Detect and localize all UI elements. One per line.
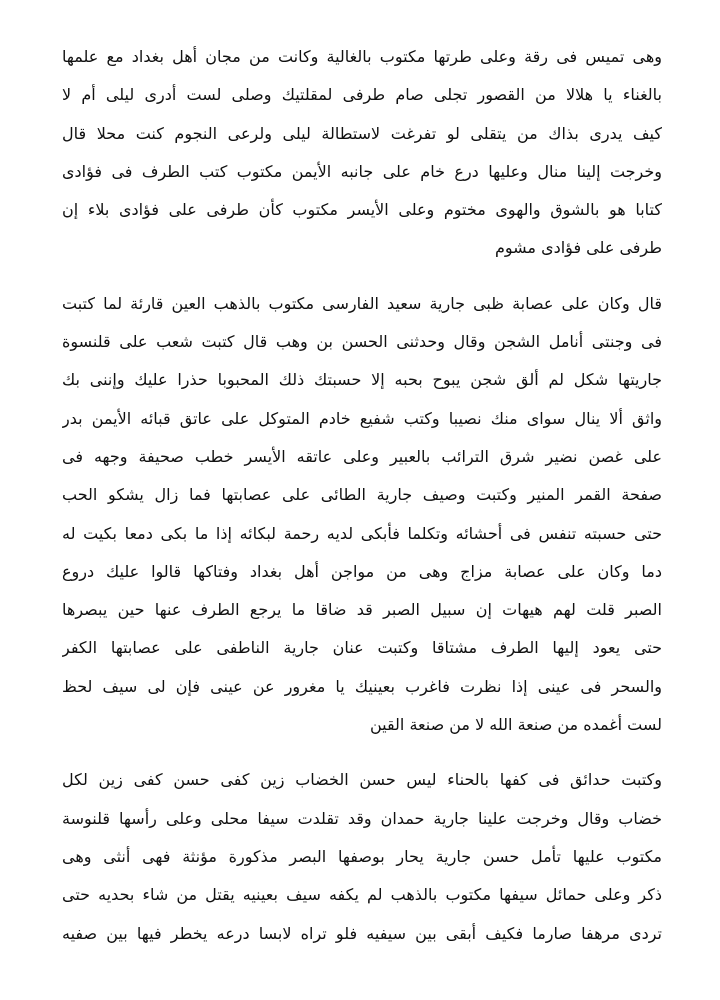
text-line: وهى تميس فى رقة وعلى طرتها مكتوب بالغالية وكانت من مجان أهل بغداد مع علمها <box>62 47 662 66</box>
text-line: كتابا هو بالشوق والهوى مختوم وعلى الأيسر مكتوب كأن طرفى على فؤادى بلاء إن <box>62 200 662 220</box>
text-line: بالغناء يا هلالا من القصور تجلى صام طرفى لمقلتيك وصلى لست أدرى ليلى أم لا <box>62 85 662 105</box>
text-line: وكتبت حدائق فى كفها بالحناء ليس حسن الخضاب زين كفى حسن كفى زين لكل <box>62 770 662 790</box>
text-line: دما وكان على عصابة مزاج وهى من مواجن أهل بغداد وفتاكها قالوا عليك دروع <box>62 561 662 581</box>
text-line: لست أغمده من صنعة الله لا من صنعة القين <box>369 715 662 735</box>
text-line: ذكر وعلى حمائل سيفها مكتوب بالذهب لم يكفه سيف بعينيه يقتل من شاء بحديه حتى <box>62 885 662 905</box>
text-line: حتى حسبته تنفس فى أحشائه وتكلما فأبكى لديه رحمة لبكائه إذا ما بكى دمعا بكيت له <box>62 523 662 543</box>
text-line: حتى يعود إليها الطرف مشتاقا وكتبت عنان جارية الناطفى على عصابتها الكفر <box>62 638 662 658</box>
text-line: صفحة القمر المنير وكتبت وصيف جارية الطائى على عصابتها فما زال يشكو الحب <box>62 485 662 505</box>
document-page <box>62 38 662 970</box>
text-line: واثق ألا ينال سواى منك نصيبا وكتب شفيع خادم المتوكل على عاتق قبائه الأيمن بدر <box>62 408 662 428</box>
text-line: والسحر فى عينى إذا نظرت فاغرب بعينيك يا مغرور عن عينى فإن لى سيف لحظ <box>62 676 662 696</box>
paragraph-2 <box>62 285 662 745</box>
text-line: قال وكان على عصابة ظبى جارية سعيد الفارسى مكتوب بالذهب العين قارئة لما كتبت <box>62 293 662 313</box>
text-line: خضاب وقال وخرجت علينا جارية حمدان وقد تقلدت سيفا محلى وعلى رأسها قلنوسة <box>62 808 662 828</box>
text-line: جاريتها شكل لم ألق شجن يبوح بحبه إلا حسبتك ذلك المحبوبا حذرا عليك وإننى بك <box>62 370 662 390</box>
text-line: فى وجنتى أنامل الشجن وقال وحدثنى الحسن بن وهب قال كتبت شعب على قلنسوة <box>62 332 662 352</box>
text-line: مكتوب عليها تأمل حسن جارية يحار بوصفها البصر مذكورة مؤنثة فهى أنثى وهى <box>62 846 662 866</box>
text-line: على غصن نضير شرق الترائب بالعبير وعلى عاتقه الأيسر خطب صحيفة وجهه فى <box>62 446 662 466</box>
paragraph-1 <box>62 38 662 268</box>
text-line: الصبر قلت لهم هيهات إن سبيل الصبر قد ضاقا ما يرجع الطرف عنها حين يبصرها <box>62 600 662 620</box>
text-line: كيف يدرى بذاك من يتقلى لو تفرغت لاستطالة ليلى ولرعى النجوم كنت محلا قال <box>62 123 662 143</box>
paragraph-3 <box>62 761 662 952</box>
text-line: تردى مرهفا صارما فكيف أبقى بين سيفيه فلو تراه لابسا درعه يخطر فيها بين صفيه <box>62 923 662 943</box>
text-line: وخرجت إلينا منال وعليها درع خام على جانبه الأيمن مكتوب كتب الطرف فى فؤادى <box>62 161 662 181</box>
text-line: طرفى على فؤادى مشوم <box>494 238 662 258</box>
